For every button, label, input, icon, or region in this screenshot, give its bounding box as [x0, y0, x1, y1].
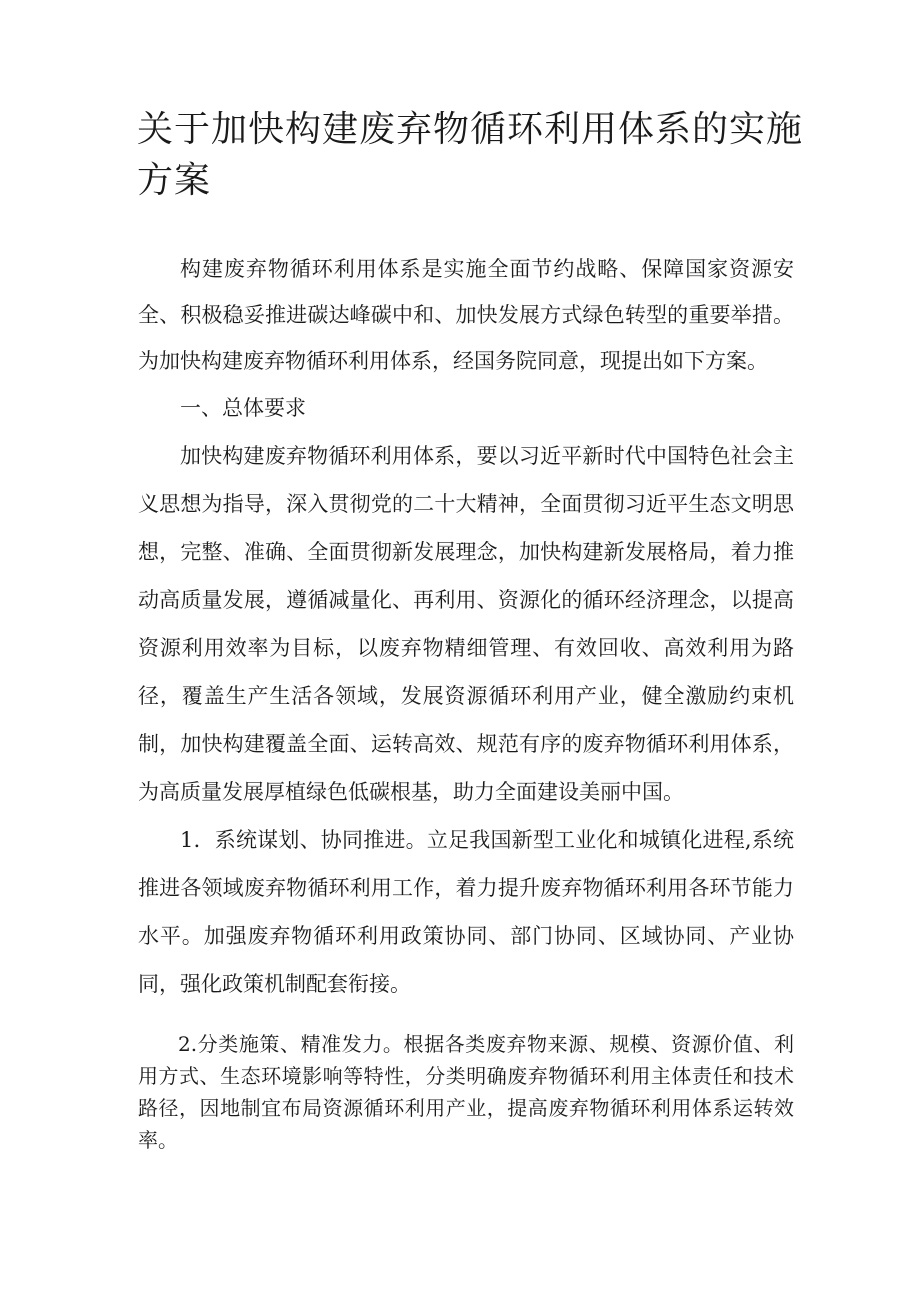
document-body [138, 246, 794, 1156]
paragraph-principle-2: 2.分类施策、精准发力。根据各类废弃物来源、规模、资源价值、利用方式、生态环境影响等特性，分类明确废弃物循环利用主体责任和技术路径，因地制宜布局资源循环利用产业，提高废弃物循环利用体系运转效率。 [138, 1032, 794, 1152]
section-heading-general-requirements: 一、总体要求 [180, 396, 306, 420]
paragraph-intro: 构建废弃物循环利用体系是实施全面节约战略、保障国家资源安全、积极稳妥推进碳达峰碳中和、加快发展方式绿色转型的重要举措。为加快构建废弃物循环利用体系，经国务院同意，现提出如下方案。 [138, 257, 794, 373]
paragraph-principle-1: 1．系统谋划、协同推进。立足我国新型工业化和城镇化进程,系统推进各领域废弃物循环利用工作，着力提升废弃物循环利用各环节能力水平。加强废弃物循环利用政策协同、部门协同、区域协同、产业协同，强化政策机制配套衔接。 [138, 828, 794, 996]
paragraph-general-requirements: 加快构建废弃物循环利用体系，要以习近平新时代中国特色社会主义思想为指导，深入贯彻党的二十大精神，全面贯彻习近平生态文明思想，完整、准确、全面贯彻新发展理念，加快构建新发展格局，着力推动高质量发展，遵循减量化、再利用、资源化的循环经济理念，以提高资源利用效率为目标，以废弃物精细管理、有效回收、高效利用为路径，覆盖生产生活各领域，发展资源循环利用产业，健全激励约束机制，加快构建覆盖全面、运转高效、规范有序的废弃物循环利用体系，为高质量发展厚植绿色低碳根基，助力全面建设美丽中国。 [138, 444, 794, 804]
document-title: 关于加快构建废弃物循环利用体系的实施方案 [137, 109, 804, 201]
